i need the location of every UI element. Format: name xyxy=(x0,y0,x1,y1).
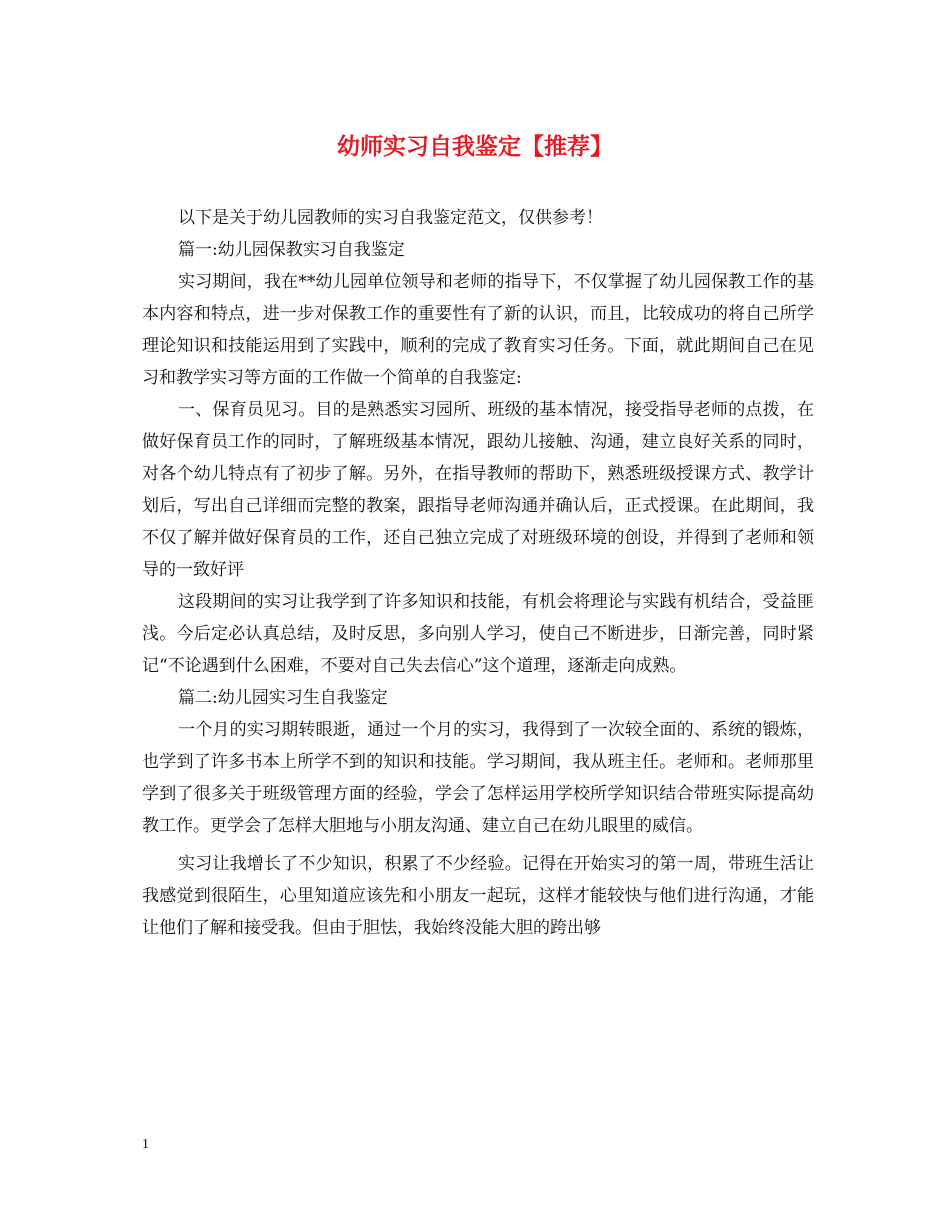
section-heading-2: 篇二:幼儿园实习生自我鉴定 xyxy=(178,688,388,708)
body-paragraph: 一、保育员见习。目的是熟悉实习园所、班级的基本情况，接受指导老师的点拨，在做好保育员工作的同时，了解班级基本情况，跟幼儿接触、沟通，建立良好关系的同时，对各个幼儿特点有了初步了解。另外，在指导教师的帮助下，熟悉班级授课方式、教学计划后，写出自己详细而完整的教案，跟指导老师沟通并确认后，正式授课。在此期间，我不仅了解并做好保育员的工作，还自己独立完成了对班级环境的创设，并得到了老师和领导的一致好评 xyxy=(142,400,814,580)
intro-paragraph: 以下是关于幼儿园教师的实习自我鉴定范文，仅供参考！ xyxy=(178,208,603,228)
document-body xyxy=(142,202,814,944)
body-paragraph: 一个月的实习期转眼逝，通过一个月的实习，我得到了一次较全面的、系统的锻炼，也学到了许多书本上所学不到的知识和技能。学习期间，我从班主任。老师和。老师那里学到了很多关于班级管理方面的经验，学会了怎样运用学校所学知识结合带班实际提高幼教工作。更学会了怎样大胆地与小朋友沟通、建立自己在幼儿眼里的威信。 xyxy=(142,720,814,836)
body-paragraph: 实习让我增长了不少知识，积累了不少经验。记得在开始实习的第一周，带班生活让我感觉到很陌生，心里知道应该先和小朋友一起玩，这样才能较快与他们进行沟通，才能让他们了解和接受我。但由于胆怯，我始终没能大胆的跨出够 xyxy=(142,854,814,938)
page-number: 1 xyxy=(142,1137,149,1152)
body-paragraph: 实习期间，我在**幼儿园单位领导和老师的指导下，不仅掌握了幼儿园保教工作的基本内容和特点，进一步对保教工作的重要性有了新的认识，而且，比较成功的将自己所学理论知识和技能运用到了实践中，顺利的完成了教育实习任务。下面，就此期间自己在见习和教学实习等方面的工作做一个简单的自我鉴定: xyxy=(142,272,814,388)
body-paragraph: 这段期间的实习让我学到了许多知识和技能，有机会将理论与实践有机结合，受益匪浅。今后定必认真总结，及时反思，多向别人学习，使自己不断进步，日渐完善，同时紧记“不论遇到什么困难，不要对自己失去信心”这个道理，逐渐走向成熟。 xyxy=(142,592,814,676)
section-heading-1: 篇一:幼儿园保教实习自我鉴定 xyxy=(178,240,405,260)
document-title: 幼师实习自我鉴定【推荐】 xyxy=(337,133,613,160)
